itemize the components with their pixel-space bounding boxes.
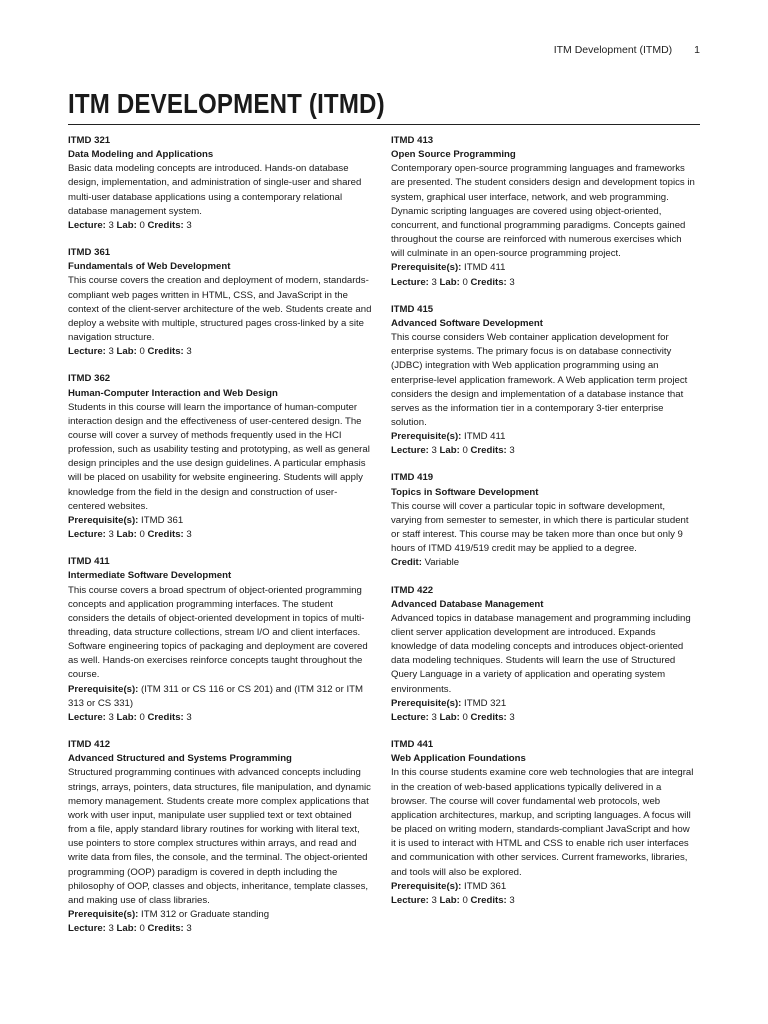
course-title: Open Source Programming [391,149,516,161]
lab-value: 0 [462,276,468,288]
course-title: Advanced Structured and Systems Programming [68,753,292,765]
course-itmd-411 [68,555,373,725]
prereq-value: ITM 312 or Graduate standing [141,908,270,920]
lab-label: Lab: [116,219,137,231]
credits-label: Credits: [470,894,507,906]
course-itmd-422 [391,584,696,726]
lecture-value: 3 [108,346,114,358]
lab-value: 0 [139,346,145,358]
course-credit [391,556,696,570]
course-title: Human-Computer Interaction and Web Design [68,387,278,399]
credits-label: Credits: [470,445,507,457]
prereq-value: (ITM 311 or CS 116 or CS 201) and (ITM 312 or ITM 313 or CS 331) [68,683,364,709]
course-prerequisites [68,908,373,922]
course-description: This course considers Web container application development for enterprise systems. The primary focus is on database connectivity (JDBC) integration with Web application programming using an enterprise-level application framework. A Web application term project considers the design and implementation of a database instance that serves as the information tier in a contemporary 3-tier enterprise solution. [391,332,688,428]
credits-label: Credits: [147,219,184,231]
credits-label: Credits: [147,711,184,723]
course-description: In this course students examine core web technologies that are integral in the creation of web-based applications typically delivered in a browser. The course will cover fundamental web protocols, web application architectures, markup, and scripting languages. A focus will be placed on writing modern, standards-compliant JavaScript and how it is used to interact with HTML and CSS to enable rich user interfaces and communication with other services. Current frameworks, libraries, and tools will also be explored. [391,767,694,878]
course-description: Basic data modeling concepts are introduced. Hands-on database design, implementation, and administration of single-user and shared multi-user database applications using a contemporary relational database management system. [68,163,362,217]
course-description: Contemporary open-source programming languages and frameworks are presented. The student considers design and development topics in system, graphical user interface, network, and web programming. Dynamic scripting languages are covered using object-oriented, concurrent, and functional programming paradigms. Concepts gained throughout the course are reinforced with numerous exercises which will culminate in an open-source programming project. [391,163,695,260]
course-description: This course covers a broad spectrum of object-oriented programming concepts and application programming interfaces. The student considers the details of object-oriented development in topics of multi-threading, data structure collections, stream I/O and client interfaces. Software engineering topics of packaging and deployment are covered as well. Hands-on exercises reinforce concepts taught throughout the course. [68,584,368,681]
lab-value: 0 [462,711,468,723]
prereq-value: ITMD 321 [464,697,507,709]
lab-label: Lab: [439,711,460,723]
course-hours [68,711,373,725]
course-title: Fundamentals of Web Development [68,261,231,273]
credits-value: 3 [509,276,515,288]
title-divider [68,124,700,125]
credits-label: Credits: [470,711,507,723]
prereq-value: ITMD 361 [141,514,184,526]
lecture-label: Lecture: [391,894,429,906]
lecture-value: 3 [431,894,437,906]
course-code: ITMD 361 [68,247,111,259]
lecture-label: Lecture: [391,445,429,457]
course-title: Web Application Foundations [391,753,526,765]
lab-label: Lab: [116,923,137,935]
lecture-value: 3 [108,219,114,231]
running-header [554,44,700,56]
course-hours [391,444,696,458]
credits-label: Credits: [147,923,184,935]
lab-label: Lab: [116,346,137,358]
lab-label: Lab: [116,711,137,723]
course-itmd-321 [68,134,373,233]
course-title: Data Modeling and Applications [68,149,214,161]
course-itmd-412 [68,738,373,936]
course-code: ITMD 413 [391,135,434,146]
course-hours [391,711,696,725]
course-description: Students in this course will learn the importance of human-computer interaction design and the effectiveness of user-centered design. The course will cover a survey of methods frequently used in the HCI profession, such as usability testing and prototyping, as well as general design principles and the use design guidelines. A particular emphasis will be placed on usability for website engineering. Students will apply knowledge from the field in the design and construction of user-centered websites. [68,401,370,512]
lab-label: Lab: [439,276,460,288]
credits-value: 3 [186,219,192,231]
credits-value: 3 [509,894,515,906]
course-title: Intermediate Software Development [68,570,232,582]
course-code: ITMD 419 [391,472,434,484]
lecture-label: Lecture: [391,711,429,723]
lecture-label: Lecture: [68,219,106,231]
course-code: ITMD 415 [391,303,434,315]
course-description: This course will cover a particular topic in software development, varying from semester to semester, in which there is particular student or staff interest. This course may be taken more than once but only 9 hours of ITMD 419/519 credit may be applied to a degree. [391,500,689,555]
course-title: Advanced Database Management [391,598,544,610]
lecture-value: 3 [108,529,114,541]
prereq-label: Prerequisite(s): [391,431,462,443]
course-prerequisites [391,430,696,444]
right-column [391,134,696,921]
course-itmd-419 [391,471,696,570]
course-prerequisites [68,683,373,711]
course-description: This course covers the creation and deployment of modern, standards-compliant web pages written in HTML, CSS, and JavaScript in the context of the client-server architecture of the web. Students create and deploy a website with multiple, structured pages cross-linked by a site navigation structure. [68,275,372,344]
course-description: Advanced topics in database management and programming including client server application development are introduced. Expands knowledge of data modeling concepts and introduces object-oriented data modeling techniques. Students will learn the use of Structured Query Language in a variety of application and operating system environments. [391,612,691,695]
lab-value: 0 [139,711,145,723]
course-hours [391,276,696,290]
lab-label: Lab: [116,529,137,541]
lecture-label: Lecture: [391,276,429,288]
lab-value: 0 [462,445,468,457]
credit-label: Credit: [391,557,422,569]
prereq-label: Prerequisite(s): [391,880,462,892]
course-code: ITMD 321 [68,135,111,146]
credits-value: 3 [509,711,515,723]
lecture-label: Lecture: [68,711,106,723]
course-description: Structured programming continues with advanced concepts including strings, arrays, pointers, data structures, file manipulation, and dynamic memory management. Students create more complex applications that work with user input, manipulate user supplied text or text obtained from a file, apply standard library routines for working with literal text, use pointers to store complex structures within arrays, and read and write data from files, the console, and the terminal. The object-oriented programming (OOP) paradigm is covered in depth including the philosophy of OOP, classes and objects, inheritance, template classes, and making use of class libraries. [68,767,371,906]
course-itmd-413 [391,134,696,290]
course-code: ITMD 411 [68,556,110,568]
lab-value: 0 [139,219,145,231]
course-hours [68,219,373,233]
course-prerequisites [391,697,696,711]
lab-value: 0 [462,894,468,906]
prereq-value: ITMD 411 [464,431,506,443]
credits-label: Credits: [147,529,184,541]
course-title: Topics in Software Development [391,486,539,498]
course-itmd-415 [391,303,696,459]
credits-label: Credits: [147,346,184,358]
prereq-value: ITMD 361 [464,880,507,892]
prereq-label: Prerequisite(s): [68,514,139,526]
credits-value: 3 [186,346,192,358]
credits-value: 3 [186,529,192,541]
credits-value: 3 [186,923,192,935]
prereq-label: Prerequisite(s): [391,262,462,274]
lab-label: Lab: [439,894,460,906]
course-code: ITMD 441 [391,739,434,751]
prereq-value: ITMD 411 [464,262,506,274]
left-column [68,134,373,949]
lecture-value: 3 [431,276,437,288]
course-hours [68,345,373,359]
prereq-label: Prerequisite(s): [68,683,139,695]
course-code: ITMD 412 [68,739,111,751]
prereq-label: Prerequisite(s): [391,697,462,709]
lecture-value: 3 [431,711,437,723]
credits-label: Credits: [470,276,507,288]
course-title: Advanced Software Development [391,317,543,329]
course-itmd-361 [68,246,373,359]
course-code: ITMD 422 [391,584,434,596]
credits-value: 3 [186,711,192,723]
credits-value: 3 [509,445,515,457]
page-number: 1 [694,44,700,56]
course-hours [68,528,373,542]
lecture-value: 3 [108,923,114,935]
course-itmd-362 [68,372,373,542]
lab-label: Lab: [439,445,460,457]
page-title: ITM DEVELOPMENT (ITMD) [68,88,385,119]
lecture-value: 3 [108,711,114,723]
course-itmd-441 [391,738,696,908]
lecture-value: 3 [431,445,437,457]
course-prerequisites [391,880,696,894]
course-prerequisites [391,261,696,275]
lecture-label: Lecture: [68,923,106,935]
lecture-label: Lecture: [68,346,106,358]
credit-value: Variable [424,557,460,569]
prereq-label: Prerequisite(s): [68,908,139,920]
lecture-label: Lecture: [68,529,106,541]
lab-value: 0 [139,529,145,541]
course-prerequisites [68,514,373,528]
course-code: ITMD 362 [68,373,111,385]
lab-value: 0 [139,923,145,935]
course-hours [391,894,696,908]
course-hours [68,922,373,936]
running-title: ITM Development (ITMD) [553,44,673,56]
